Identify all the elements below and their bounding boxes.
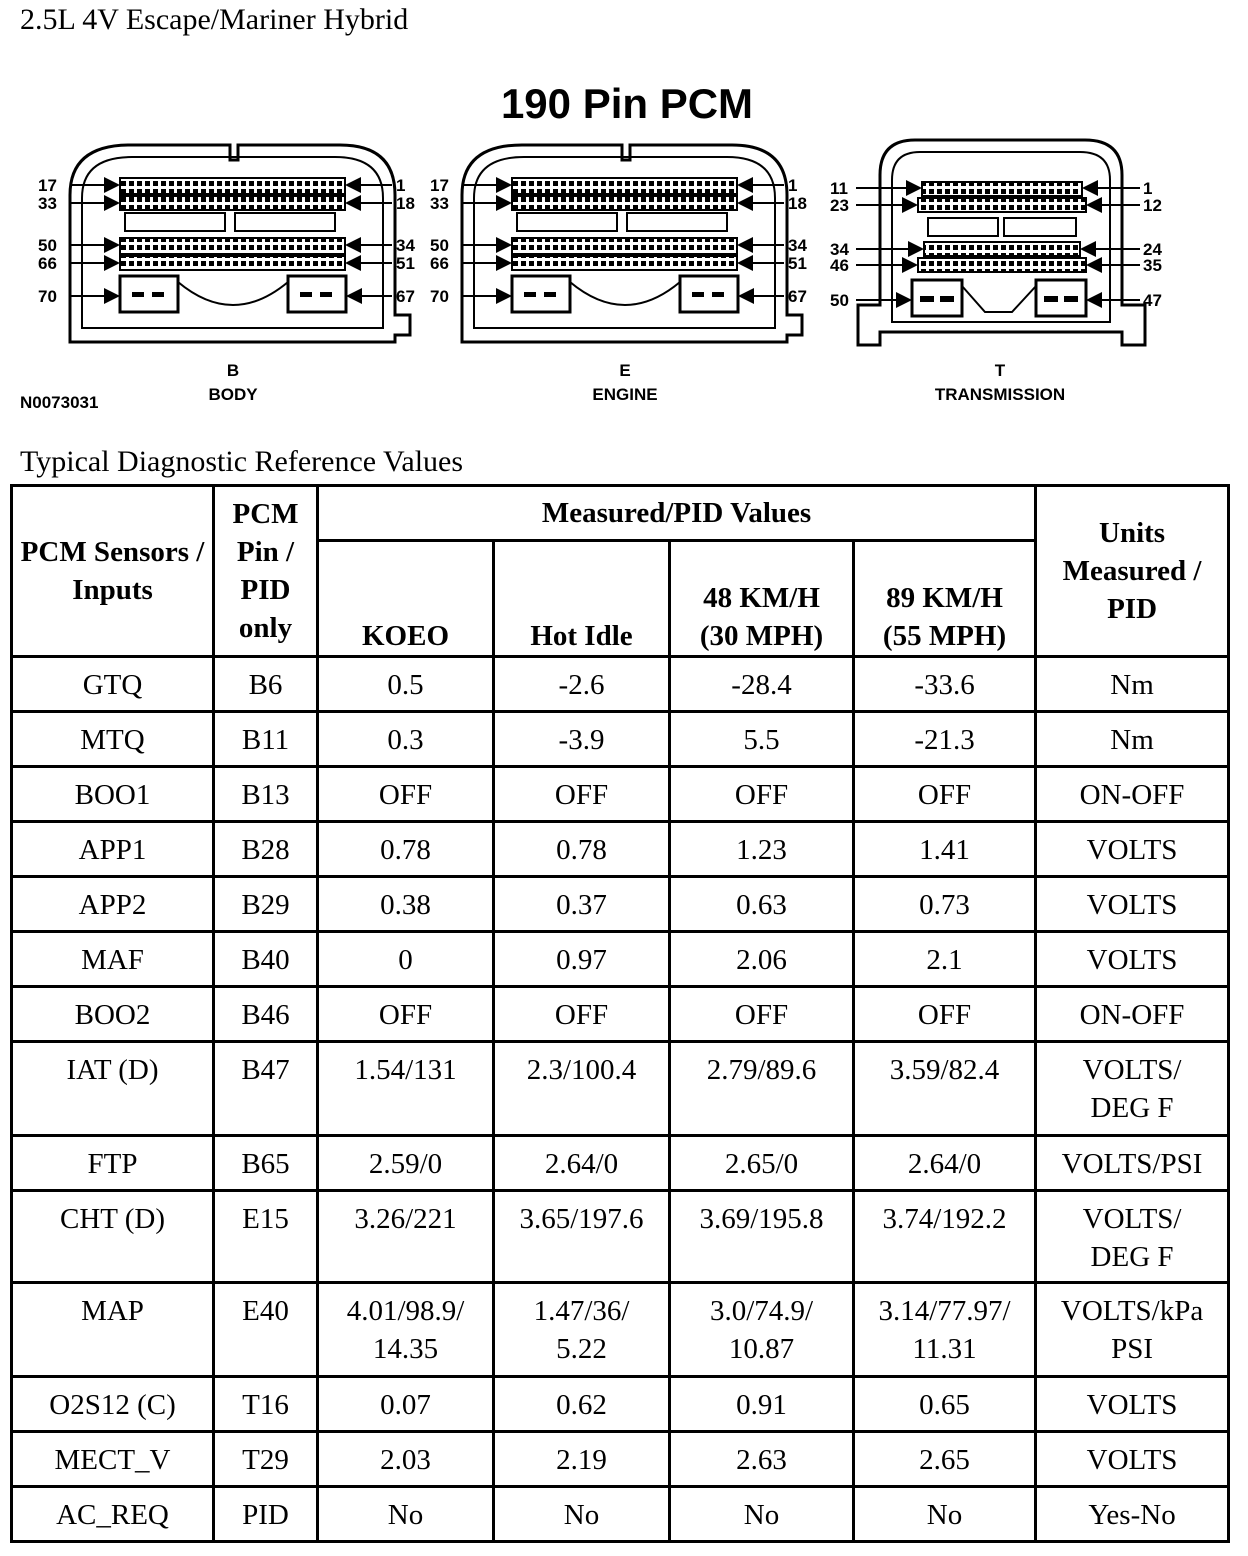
connector-letter: E [619,361,631,380]
cell-hot-idle: 0.62 [494,1377,670,1432]
table-row [12,1136,1229,1191]
cell-pin: B28 [214,822,318,877]
table-row [12,1042,1229,1136]
cell-48kmh: 2.63 [670,1432,854,1487]
pin-label: 51 [396,254,415,273]
cell-sensor: AC_REQ [12,1487,214,1542]
cell-48kmh: 3.0/74.9/ 10.87 [670,1283,854,1377]
connector-engine [430,145,807,404]
cell-pin: B29 [214,877,318,932]
cell-koeo: 0.3 [318,712,494,767]
cell-hot-idle: No [494,1487,670,1542]
cell-48kmh: 2.06 [670,932,854,987]
cell-hot-idle: 0.37 [494,877,670,932]
cell-89kmh: -33.6 [854,657,1036,712]
cell-48kmh: 1.23 [670,822,854,877]
cell-hot-idle: -3.9 [494,712,670,767]
cell-pin: E40 [214,1283,318,1377]
cell-units: ON-OFF [1036,987,1229,1042]
cell-units: VOLTS [1036,822,1229,877]
cell-units: Nm [1036,712,1229,767]
cell-koeo: OFF [318,767,494,822]
cell-sensor: BOO2 [12,987,214,1042]
cell-hot-idle: 0.97 [494,932,670,987]
table-row [12,822,1229,877]
pin-label: 17 [38,176,57,195]
cell-koeo: 1.54/131 [318,1042,494,1136]
cell-koeo: 4.01/98.9/ 14.35 [318,1283,494,1377]
cell-89kmh: OFF [854,767,1036,822]
cell-48kmh: 3.69/195.8 [670,1191,854,1283]
pin-label: 50 [38,236,57,255]
connector-letter: B [226,361,240,380]
pin-label: 34 [788,236,807,255]
table-row [12,767,1229,822]
cell-48kmh: 2.65/0 [670,1136,854,1191]
pin-label: 33 [38,194,57,213]
header-units: Units Measured / PID [1036,486,1229,657]
table-caption: Typical Diagnostic Reference Values [20,445,464,478]
cell-89kmh: 2.64/0 [854,1136,1036,1191]
pin-label: 34 [830,240,849,259]
cell-units: VOLTS/ DEG F [1036,1042,1229,1136]
cell-pin: E15 [214,1191,318,1283]
cell-pin: PID [214,1487,318,1542]
cell-units: ON-OFF [1036,767,1229,822]
cell-89kmh: 2.1 [854,932,1036,987]
pin-label: 70 [430,287,449,306]
cell-units: Yes-No [1036,1487,1229,1542]
pin-label: 17 [430,176,449,195]
header-sensors: PCM Sensors / Inputs [12,486,214,657]
pcm-connector-svg [0,60,1248,430]
cell-89kmh: -21.3 [854,712,1036,767]
cell-units: VOLTS [1036,1432,1229,1487]
connector-letter: T [994,361,1006,380]
cell-48kmh: No [670,1487,854,1542]
header-hot-idle: Hot Idle [494,541,670,657]
cell-89kmh: 3.14/77.97/ 11.31 [854,1283,1036,1377]
cell-89kmh: 3.59/82.4 [854,1042,1036,1136]
cell-48kmh: 5.5 [670,712,854,767]
cell-units: VOLTS [1036,877,1229,932]
diagram-title: 190 Pin PCM [500,80,754,127]
cell-89kmh: 2.65 [854,1432,1036,1487]
table-row [12,1432,1229,1487]
pin-label: 51 [788,254,807,273]
pin-label: 23 [830,196,849,215]
cell-hot-idle: 0.78 [494,822,670,877]
table-row [12,877,1229,932]
cell-89kmh: 1.41 [854,822,1036,877]
cell-pin: T16 [214,1377,318,1432]
cell-sensor: BOO1 [12,767,214,822]
table-row [12,1487,1229,1542]
pin-label: 18 [396,194,415,213]
header-89kmh: 89 KM/H (55 MPH) [854,541,1036,657]
pcm-connector-diagram [0,60,1248,430]
cell-pin: B46 [214,987,318,1042]
cell-48kmh: 0.91 [670,1377,854,1432]
cell-hot-idle: 2.3/100.4 [494,1042,670,1136]
header-pin: PCM Pin / PID only [214,486,318,657]
cell-koeo: No [318,1487,494,1542]
cell-pin: B40 [214,932,318,987]
table-row [12,987,1229,1042]
cell-48kmh: 0.63 [670,877,854,932]
cell-89kmh: OFF [854,987,1036,1042]
cell-hot-idle: OFF [494,767,670,822]
cell-89kmh: No [854,1487,1036,1542]
connector-name: BODY [208,385,258,404]
header-koeo: KOEO [318,541,494,657]
header-48kmh: 48 KM/H (30 MPH) [670,541,854,657]
pin-label: 70 [38,287,57,306]
cell-sensor: MECT_V [12,1432,214,1487]
pin-label: 1 [1143,179,1153,198]
cell-48kmh: OFF [670,987,854,1042]
cell-units: VOLTS [1036,932,1229,987]
table-row [12,1191,1229,1283]
cell-koeo: OFF [318,987,494,1042]
cell-hot-idle: 2.19 [494,1432,670,1487]
cell-koeo: 0.78 [318,822,494,877]
cell-koeo: 0.07 [318,1377,494,1432]
cell-units: VOLTS/kPa PSI [1036,1283,1229,1377]
cell-89kmh: 0.65 [854,1377,1036,1432]
cell-sensor: APP1 [12,822,214,877]
pin-label: 66 [430,254,449,273]
cell-sensor: APP2 [12,877,214,932]
pin-label: 1 [788,176,798,195]
cell-units: VOLTS/ DEG F [1036,1191,1229,1283]
cell-pin: T29 [214,1432,318,1487]
pin-label: 67 [788,287,807,306]
pin-label: 33 [430,194,449,213]
table-row [12,657,1229,712]
pin-label: 35 [1143,256,1162,275]
cell-sensor: GTQ [12,657,214,712]
pin-label: 50 [430,236,449,255]
cell-koeo: 0 [318,932,494,987]
cell-pin: B13 [214,767,318,822]
pin-label: 18 [788,194,807,213]
cell-units: VOLTS/PSI [1036,1136,1229,1191]
cell-89kmh: 3.74/192.2 [854,1191,1036,1283]
connector-name: TRANSMISSION [934,385,1066,404]
cell-pin: B65 [214,1136,318,1191]
cell-sensor: MAF [12,932,214,987]
table-row [12,1377,1229,1432]
connector-transmission [830,140,1162,404]
header-measured: Measured/PID Values [318,486,1036,541]
pin-label: 66 [38,254,57,273]
cell-48kmh: OFF [670,767,854,822]
diagnostic-reference-table [10,484,1230,1543]
cell-pin: B6 [214,657,318,712]
cell-sensor: CHT (D) [12,1191,214,1283]
cell-48kmh: -28.4 [670,657,854,712]
pin-label: 50 [830,291,849,310]
cell-sensor: O2S12 (C) [12,1377,214,1432]
connector-name: ENGINE [592,385,658,404]
cell-hot-idle: 3.65/197.6 [494,1191,670,1283]
cell-hot-idle: 2.64/0 [494,1136,670,1191]
cell-89kmh: 0.73 [854,877,1036,932]
cell-pin: B11 [214,712,318,767]
pin-label: 11 [830,179,848,198]
cell-units: Nm [1036,657,1229,712]
cell-koeo: 2.59/0 [318,1136,494,1191]
cell-koeo: 3.26/221 [318,1191,494,1283]
pin-label: 34 [396,236,415,255]
pin-label: 1 [396,176,406,195]
cell-koeo: 2.03 [318,1432,494,1487]
cell-hot-idle: -2.6 [494,657,670,712]
table-row [12,712,1229,767]
pin-label: 47 [1143,291,1162,310]
cell-units: VOLTS [1036,1377,1229,1432]
pin-label: 12 [1143,196,1162,215]
figure-id: N0073031 [20,393,99,412]
table-row [12,932,1229,987]
page-title: 2.5L 4V Escape/Mariner Hybrid [20,3,409,36]
cell-koeo: 0.5 [318,657,494,712]
connector-body [38,145,415,404]
cell-sensor: MAP [12,1283,214,1377]
cell-koeo: 0.38 [318,877,494,932]
cell-pin: B47 [214,1042,318,1136]
table-row [12,1283,1229,1377]
cell-sensor: IAT (D) [12,1042,214,1136]
cell-sensor: FTP [12,1136,214,1191]
pin-label: 46 [830,256,849,275]
pin-label: 24 [1143,240,1162,259]
pin-label: 67 [396,287,415,306]
cell-hot-idle: 1.47/36/ 5.22 [494,1283,670,1377]
cell-sensor: MTQ [12,712,214,767]
cell-48kmh: 2.79/89.6 [670,1042,854,1136]
cell-hot-idle: OFF [494,987,670,1042]
